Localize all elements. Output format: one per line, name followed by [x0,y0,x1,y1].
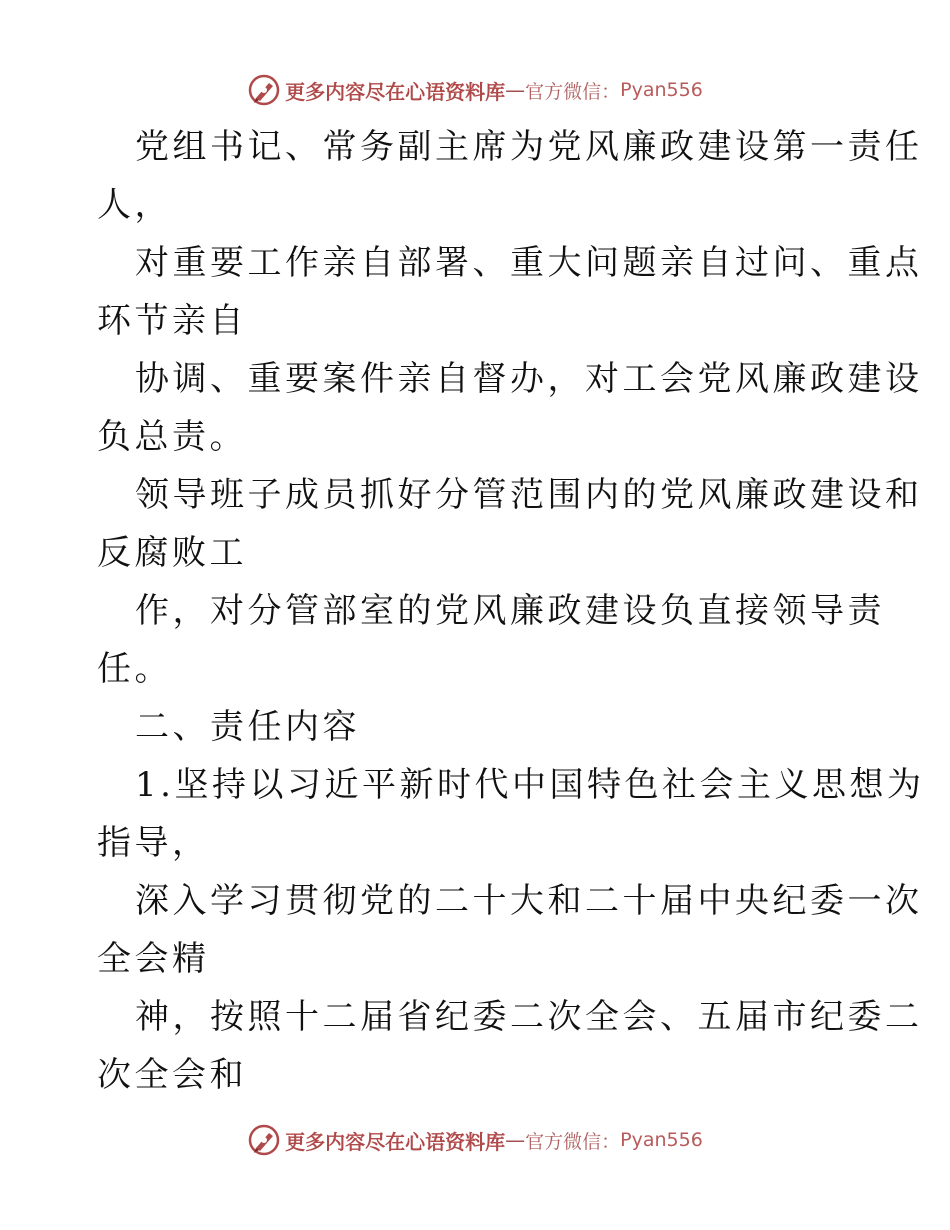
text-line: 神，按照十二届省纪委二次全会、五届市纪委二 [135,997,923,1037]
banner-wechat-label: 官方微信： [525,80,621,103]
banner-text: 更多内容尽在心语资料库 [285,79,506,104]
document-body [97,118,925,1104]
pen-logo-icon [247,73,281,107]
text-line: 1.坚持以习近平新时代中国特色社会主义思想为 [135,765,925,805]
text-line: 党组书记、常务副主席为党风廉政建设第一责任 [135,127,923,167]
text-line: 环节亲自 [97,301,247,341]
text-line: 人， [97,185,172,225]
text-line: 指导， [97,823,210,863]
text-line: 深入学习贯彻党的二十大和二十届中央纪委一次 [135,881,923,921]
text-line: 作，对分管部室的党风廉政建设负直接领导责 [135,591,885,631]
banner-wechat-label: 官方微信： [525,1130,621,1153]
banner-wechat-id: Pyan556 [620,79,703,101]
text-line: 负总责。 [97,417,247,457]
text-line: 协调、重要案件亲自督办，对工会党风廉政建设 [135,359,923,399]
text-line: 全会精 [97,939,210,979]
text-line: 任。 [97,649,172,689]
banner-separator: — [505,1128,526,1152]
section-heading: 二、责任内容 [135,707,360,747]
footer-watermark-banner [0,1120,950,1160]
text-line: 对重要工作亲自部署、重大问题亲自过问、重点 [135,243,923,283]
text-line: 领导班子成员抓好分管范围内的党风廉政建设和 [135,475,923,515]
banner-text: 更多内容尽在心语资料库 [285,1129,506,1154]
banner-wechat-id: Pyan556 [620,1129,703,1151]
header-watermark-banner [0,70,950,110]
text-line: 次全会和 [97,1055,247,1095]
pen-logo-icon [247,1123,281,1157]
text-line: 反腐败工 [97,533,247,573]
banner-separator: — [505,78,526,102]
